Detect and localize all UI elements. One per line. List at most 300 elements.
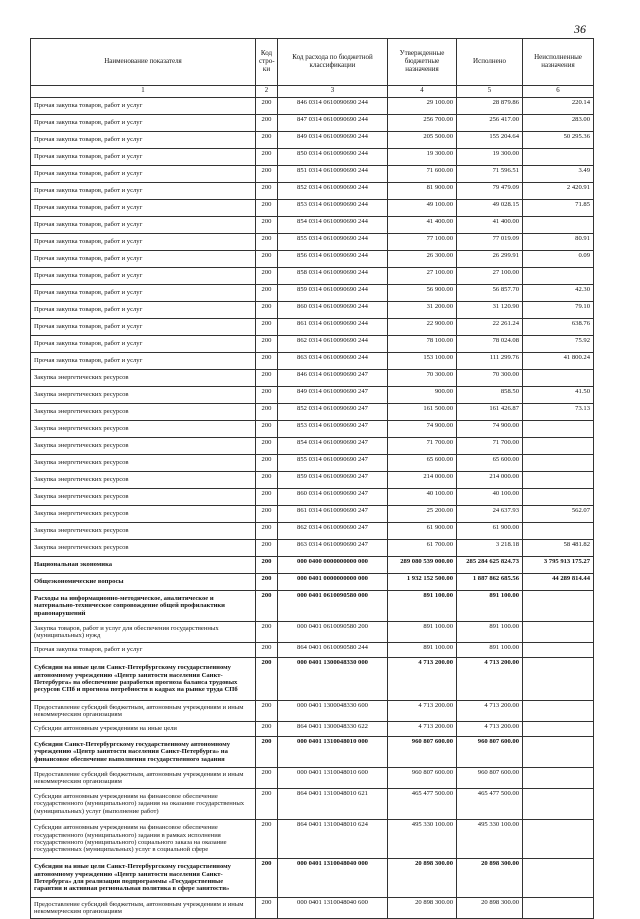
executed-amount-cell: 4 713 200.00 — [457, 658, 523, 701]
unexecuted-amount-cell: 220.14 — [523, 98, 594, 115]
indicator-name-cell: Субсидии автономным учреждениям на иные цели — [31, 722, 256, 737]
approved-amount-cell: 71 600.00 — [388, 166, 457, 183]
approved-amount-cell: 20 898 300.00 — [388, 859, 457, 898]
table-row — [31, 115, 594, 132]
line-code-cell: 200 — [256, 658, 278, 701]
table-row — [31, 768, 594, 789]
line-code-cell: 200 — [256, 523, 278, 540]
executed-amount-cell: 3 218.18 — [457, 540, 523, 557]
approved-amount-cell: 65 600.00 — [388, 455, 457, 472]
unexecuted-amount-cell — [523, 898, 594, 919]
indicator-name-cell: Прочая закупка товаров, работ и услуг — [31, 234, 256, 251]
classification-code-cell: 854 0314 0610090690 244 — [278, 217, 388, 234]
column-index: 5 — [457, 86, 523, 98]
indicator-name-cell: Субсидии Санкт-Петербургскому государственному автономному учреждению «Центр занятости населения Санкт-Петербурга» на финансовое обеспечение выполнения государственного задания — [31, 737, 256, 768]
line-code-cell: 200 — [256, 149, 278, 166]
classification-code-cell: 863 0314 0610090690 247 — [278, 540, 388, 557]
table-row — [31, 455, 594, 472]
indicator-name-cell: Предоставление субсидий бюджетным, автономным учреждениям и иным некоммерческим организациям — [31, 898, 256, 919]
executed-amount-cell: 20 898 300.00 — [457, 859, 523, 898]
unexecuted-amount-cell: 73.13 — [523, 404, 594, 421]
executed-amount-cell: 214 000.00 — [457, 472, 523, 489]
executed-amount-cell: 40 100.00 — [457, 489, 523, 506]
indicator-name-cell: Прочая закупка товаров, работ и услуг — [31, 285, 256, 302]
executed-amount-cell: 891 100.00 — [457, 591, 523, 622]
unexecuted-amount-cell: 283.00 — [523, 115, 594, 132]
classification-code-cell: 000 0401 1310048040 000 — [278, 859, 388, 898]
indicator-name-cell: Прочая закупка товаров, работ и услуг — [31, 319, 256, 336]
line-code-cell: 200 — [256, 404, 278, 421]
approved-amount-cell: 31 200.00 — [388, 302, 457, 319]
line-code-cell: 200 — [256, 622, 278, 643]
executed-amount-cell: 4 713 200.00 — [457, 701, 523, 722]
table-row — [31, 336, 594, 353]
line-code-cell: 200 — [256, 489, 278, 506]
budget-execution-table — [30, 38, 594, 919]
classification-code-cell: 862 0314 0610090690 247 — [278, 523, 388, 540]
table-row — [31, 574, 594, 591]
approved-amount-cell: 41 400.00 — [388, 217, 457, 234]
line-code-cell: 200 — [256, 438, 278, 455]
executed-amount-cell: 465 477 500.00 — [457, 789, 523, 820]
unexecuted-amount-cell — [523, 438, 594, 455]
approved-amount-cell: 27 100.00 — [388, 268, 457, 285]
table-row — [31, 166, 594, 183]
indicator-name-cell: Закупка энергетических ресурсов — [31, 387, 256, 404]
indicator-name-cell: Прочая закупка товаров, работ и услуг — [31, 268, 256, 285]
unexecuted-amount-cell — [523, 523, 594, 540]
line-code-cell: 200 — [256, 898, 278, 919]
classification-code-cell: 862 0314 0610090690 244 — [278, 336, 388, 353]
unexecuted-amount-cell — [523, 217, 594, 234]
line-code-cell: 200 — [256, 455, 278, 472]
classification-code-cell: 863 0314 0610090690 244 — [278, 353, 388, 370]
executed-amount-cell: 960 807 600.00 — [457, 737, 523, 768]
executed-amount-cell: 891 100.00 — [457, 643, 523, 658]
line-code-cell: 200 — [256, 285, 278, 302]
unexecuted-amount-cell — [523, 489, 594, 506]
line-code-cell: 200 — [256, 251, 278, 268]
executed-amount-cell: 4 713 200.00 — [457, 722, 523, 737]
executed-amount-cell: 19 300.00 — [457, 149, 523, 166]
unexecuted-amount-cell — [523, 737, 594, 768]
table-row — [31, 302, 594, 319]
classification-code-cell: 852 0314 0610090690 244 — [278, 183, 388, 200]
unexecuted-amount-cell: 3.49 — [523, 166, 594, 183]
column-index: 1 — [31, 86, 256, 98]
column-index: 6 — [523, 86, 594, 98]
indicator-name-cell: Прочая закупка товаров, работ и услуг — [31, 336, 256, 353]
indicator-name-cell: Закупка энергетических ресурсов — [31, 489, 256, 506]
table-row — [31, 489, 594, 506]
line-code-cell: 200 — [256, 387, 278, 404]
table-row — [31, 285, 594, 302]
indicator-name-cell: Прочая закупка товаров, работ и услуг — [31, 115, 256, 132]
approved-amount-cell: 61 900.00 — [388, 523, 457, 540]
approved-amount-cell: 960 807 600.00 — [388, 737, 457, 768]
executed-amount-cell: 27 100.00 — [457, 268, 523, 285]
approved-amount-cell: 77 100.00 — [388, 234, 457, 251]
indicator-name-cell: Прочая закупка товаров, работ и услуг — [31, 200, 256, 217]
line-code-cell: 200 — [256, 591, 278, 622]
line-code-cell: 200 — [256, 200, 278, 217]
table-row — [31, 149, 594, 166]
classification-code-cell: 000 0401 0000000000 000 — [278, 574, 388, 591]
executed-amount-cell: 65 600.00 — [457, 455, 523, 472]
unexecuted-amount-cell — [523, 722, 594, 737]
executed-amount-cell: 256 417.00 — [457, 115, 523, 132]
approved-amount-cell: 900.00 — [388, 387, 457, 404]
header-row — [31, 39, 594, 86]
approved-amount-cell: 1 932 152 500.00 — [388, 574, 457, 591]
line-code-cell: 200 — [256, 722, 278, 737]
indicator-name-cell: Прочая закупка товаров, работ и услуг — [31, 183, 256, 200]
header-unexecuted: Неисполненные назначения — [523, 39, 594, 86]
table-row — [31, 859, 594, 898]
unexecuted-amount-cell — [523, 859, 594, 898]
column-index-row — [31, 86, 594, 98]
approved-amount-cell: 61 700.00 — [388, 540, 457, 557]
executed-amount-cell: 22 261.24 — [457, 319, 523, 336]
approved-amount-cell: 4 713 200.00 — [388, 701, 457, 722]
unexecuted-amount-cell: 71.85 — [523, 200, 594, 217]
line-code-cell: 200 — [256, 506, 278, 523]
line-code-cell: 200 — [256, 98, 278, 115]
classification-code-cell: 858 0314 0610090690 244 — [278, 268, 388, 285]
classification-code-cell: 864 0401 0610090580 244 — [278, 643, 388, 658]
unexecuted-amount-cell — [523, 789, 594, 820]
classification-code-cell: 864 0401 1300048330 622 — [278, 722, 388, 737]
indicator-name-cell: Субсидии автономным учреждениям на финансовое обеспечение государственного (муниципального) задания на оказание государственных (муниципальных) услуг (выполнение работ) — [31, 789, 256, 820]
line-code-cell: 200 — [256, 557, 278, 574]
line-code-cell: 200 — [256, 132, 278, 149]
table-row — [31, 622, 594, 643]
column-index: 2 — [256, 86, 278, 98]
executed-amount-cell: 161 426.87 — [457, 404, 523, 421]
table-row — [31, 370, 594, 387]
executed-amount-cell: 41 400.00 — [457, 217, 523, 234]
unexecuted-amount-cell — [523, 643, 594, 658]
column-index: 4 — [388, 86, 457, 98]
line-code-cell: 200 — [256, 540, 278, 557]
table-row — [31, 591, 594, 622]
classification-code-cell: 855 0314 0610090690 247 — [278, 455, 388, 472]
classification-code-cell: 849 0314 0610090690 244 — [278, 132, 388, 149]
classification-code-cell: 000 0401 1300048330 600 — [278, 701, 388, 722]
unexecuted-amount-cell: 562.07 — [523, 506, 594, 523]
unexecuted-amount-cell: 42.30 — [523, 285, 594, 302]
table-row — [31, 234, 594, 251]
classification-code-cell: 852 0314 0610090690 247 — [278, 404, 388, 421]
executed-amount-cell: 26 299.91 — [457, 251, 523, 268]
executed-amount-cell: 891 100.00 — [457, 622, 523, 643]
line-code-cell: 200 — [256, 737, 278, 768]
classification-code-cell: 000 0401 1310048040 600 — [278, 898, 388, 919]
indicator-name-cell: Закупка энергетических ресурсов — [31, 455, 256, 472]
approved-amount-cell: 20 898 300.00 — [388, 898, 457, 919]
approved-amount-cell: 26 300.00 — [388, 251, 457, 268]
indicator-name-cell: Прочая закупка товаров, работ и услуг — [31, 166, 256, 183]
approved-amount-cell: 49 100.00 — [388, 200, 457, 217]
indicator-name-cell: Прочая закупка товаров, работ и услуг — [31, 149, 256, 166]
unexecuted-amount-cell — [523, 370, 594, 387]
table-row — [31, 200, 594, 217]
line-code-cell: 200 — [256, 789, 278, 820]
approved-amount-cell: 74 900.00 — [388, 421, 457, 438]
table-row — [31, 404, 594, 421]
table-row — [31, 722, 594, 737]
indicator-name-cell: Прочая закупка товаров, работ и услуг — [31, 353, 256, 370]
executed-amount-cell: 74 900.00 — [457, 421, 523, 438]
classification-code-cell: 846 0314 0610090690 244 — [278, 98, 388, 115]
indicator-name-cell: Субсидии на иные цели Санкт-Петербургскому государственному автономному учреждению «Центр занятости населения Санкт-Петербурга» на обеспечение разработки прогноза баланса трудовых ресурсов СПб и прогноза потребности в кадрах на рынке труда СПб — [31, 658, 256, 701]
table-row — [31, 737, 594, 768]
table-body — [31, 98, 594, 919]
indicator-name-cell: Расходы на информационно-методическое, аналитическое и материально-техническое сопровождение общей профилактики правонарушений — [31, 591, 256, 622]
executed-amount-cell: 79 479.09 — [457, 183, 523, 200]
approved-amount-cell: 78 100.00 — [388, 336, 457, 353]
approved-amount-cell: 161 500.00 — [388, 404, 457, 421]
indicator-name-cell: Общеэкономические вопросы — [31, 574, 256, 591]
indicator-name-cell: Закупка энергетических ресурсов — [31, 540, 256, 557]
classification-code-cell: 849 0314 0610090690 247 — [278, 387, 388, 404]
unexecuted-amount-cell: 2 420.91 — [523, 183, 594, 200]
header-budget-classification: Код расхода по бюджетной классификации — [278, 39, 388, 86]
unexecuted-amount-cell — [523, 591, 594, 622]
indicator-name-cell: Закупка энергетических ресурсов — [31, 438, 256, 455]
line-code-cell: 200 — [256, 859, 278, 898]
executed-amount-cell: 155 204.64 — [457, 132, 523, 149]
executed-amount-cell: 495 330 100.00 — [457, 820, 523, 859]
executed-amount-cell: 56 857.70 — [457, 285, 523, 302]
indicator-name-cell: Предоставление субсидий бюджетным, автономным учреждениям и иным некоммерческим организациям — [31, 768, 256, 789]
classification-code-cell: 864 0401 1310048010 621 — [278, 789, 388, 820]
unexecuted-amount-cell — [523, 701, 594, 722]
classification-code-cell: 000 0401 1310048010 000 — [278, 737, 388, 768]
unexecuted-amount-cell: 0.09 — [523, 251, 594, 268]
indicator-name-cell: Прочая закупка товаров, работ и услуг — [31, 251, 256, 268]
classification-code-cell: 846 0314 0610090690 247 — [278, 370, 388, 387]
line-code-cell: 200 — [256, 370, 278, 387]
unexecuted-amount-cell: 41.50 — [523, 387, 594, 404]
approved-amount-cell: 22 900.00 — [388, 319, 457, 336]
unexecuted-amount-cell: 80.91 — [523, 234, 594, 251]
classification-code-cell: 000 0401 1300048330 000 — [278, 658, 388, 701]
approved-amount-cell: 891 100.00 — [388, 591, 457, 622]
approved-amount-cell: 289 080 539 000.00 — [388, 557, 457, 574]
page-number: 36 — [574, 22, 586, 36]
classification-code-cell: 000 0400 0000000000 000 — [278, 557, 388, 574]
approved-amount-cell: 205 500.00 — [388, 132, 457, 149]
approved-amount-cell: 960 807 600.00 — [388, 768, 457, 789]
classification-code-cell: 860 0314 0610090690 244 — [278, 302, 388, 319]
approved-amount-cell: 891 100.00 — [388, 622, 457, 643]
table-row — [31, 540, 594, 557]
line-code-cell: 200 — [256, 268, 278, 285]
unexecuted-amount-cell: 50 295.36 — [523, 132, 594, 149]
indicator-name-cell: Прочая закупка товаров, работ и услуг — [31, 98, 256, 115]
unexecuted-amount-cell: 79.10 — [523, 302, 594, 319]
unexecuted-amount-cell — [523, 622, 594, 643]
indicator-name-cell: Предоставление субсидий бюджетным, автономным учреждениям и иным некоммерческим организациям — [31, 701, 256, 722]
line-code-cell: 200 — [256, 183, 278, 200]
executed-amount-cell: 24 637.93 — [457, 506, 523, 523]
line-code-cell: 200 — [256, 472, 278, 489]
unexecuted-amount-cell — [523, 768, 594, 789]
unexecuted-amount-cell — [523, 658, 594, 701]
approved-amount-cell: 256 700.00 — [388, 115, 457, 132]
executed-amount-cell: 49 028.15 — [457, 200, 523, 217]
executed-amount-cell: 70 300.00 — [457, 370, 523, 387]
approved-amount-cell: 495 330 100.00 — [388, 820, 457, 859]
line-code-cell: 200 — [256, 701, 278, 722]
unexecuted-amount-cell: 3 795 913 175.27 — [523, 557, 594, 574]
table-row — [31, 217, 594, 234]
indicator-name-cell: Закупка энергетических ресурсов — [31, 404, 256, 421]
table-row — [31, 658, 594, 701]
classification-code-cell: 864 0401 1310048010 624 — [278, 820, 388, 859]
approved-amount-cell: 71 700.00 — [388, 438, 457, 455]
approved-amount-cell: 465 477 500.00 — [388, 789, 457, 820]
classification-code-cell: 851 0314 0610090690 244 — [278, 166, 388, 183]
indicator-name-cell: Закупка энергетических ресурсов — [31, 506, 256, 523]
indicator-name-cell: Прочая закупка товаров, работ и услуг — [31, 132, 256, 149]
header-indicator-name: Наименование показателя — [31, 39, 256, 86]
table-row — [31, 789, 594, 820]
executed-amount-cell: 960 807 600.00 — [457, 768, 523, 789]
indicator-name-cell: Прочая закупка товаров, работ и услуг — [31, 643, 256, 658]
table-row — [31, 472, 594, 489]
approved-amount-cell: 891 100.00 — [388, 643, 457, 658]
table-row — [31, 132, 594, 149]
approved-amount-cell: 56 900.00 — [388, 285, 457, 302]
table-row — [31, 268, 594, 285]
executed-amount-cell: 61 900.00 — [457, 523, 523, 540]
approved-amount-cell: 4 713 200.00 — [388, 722, 457, 737]
table-row — [31, 319, 594, 336]
classification-code-cell: 859 0314 0610090690 247 — [278, 472, 388, 489]
table-row — [31, 701, 594, 722]
executed-amount-cell: 28 879.86 — [457, 98, 523, 115]
executed-amount-cell: 285 284 625 824.73 — [457, 557, 523, 574]
indicator-name-cell: Закупка энергетических ресурсов — [31, 370, 256, 387]
line-code-cell: 200 — [256, 302, 278, 319]
classification-code-cell: 000 0401 0610090580 000 — [278, 591, 388, 622]
executed-amount-cell: 1 887 862 685.56 — [457, 574, 523, 591]
approved-amount-cell: 40 100.00 — [388, 489, 457, 506]
executed-amount-cell: 77 019.09 — [457, 234, 523, 251]
line-code-cell: 200 — [256, 643, 278, 658]
header-executed: Исполнено — [457, 39, 523, 86]
indicator-name-cell: Закупка энергетических ресурсов — [31, 472, 256, 489]
classification-code-cell: 853 0314 0610090690 247 — [278, 421, 388, 438]
table-row — [31, 898, 594, 919]
approved-amount-cell: 81 900.00 — [388, 183, 457, 200]
unexecuted-amount-cell: 75.92 — [523, 336, 594, 353]
approved-amount-cell: 25 200.00 — [388, 506, 457, 523]
line-code-cell: 200 — [256, 166, 278, 183]
indicator-name-cell: Закупка энергетических ресурсов — [31, 421, 256, 438]
indicator-name-cell: Национальная экономика — [31, 557, 256, 574]
header-line-code: Код стро-ки — [256, 39, 278, 86]
classification-code-cell: 000 0401 0610090580 200 — [278, 622, 388, 643]
executed-amount-cell: 71 596.51 — [457, 166, 523, 183]
line-code-cell: 200 — [256, 336, 278, 353]
executed-amount-cell: 20 898 300.00 — [457, 898, 523, 919]
executed-amount-cell: 858.50 — [457, 387, 523, 404]
classification-code-cell: 847 0314 0610090690 244 — [278, 115, 388, 132]
line-code-cell: 200 — [256, 353, 278, 370]
classification-code-cell: 850 0314 0610090690 244 — [278, 149, 388, 166]
table-row — [31, 643, 594, 658]
classification-code-cell: 860 0314 0610090690 247 — [278, 489, 388, 506]
classification-code-cell: 855 0314 0610090690 244 — [278, 234, 388, 251]
approved-amount-cell: 214 000.00 — [388, 472, 457, 489]
unexecuted-amount-cell — [523, 268, 594, 285]
classification-code-cell: 859 0314 0610090690 244 — [278, 285, 388, 302]
approved-amount-cell: 4 713 200.00 — [388, 658, 457, 701]
line-code-cell: 200 — [256, 768, 278, 789]
approved-amount-cell: 29 100.00 — [388, 98, 457, 115]
executed-amount-cell: 78 024.08 — [457, 336, 523, 353]
column-index: 3 — [278, 86, 388, 98]
unexecuted-amount-cell: 58 481.82 — [523, 540, 594, 557]
classification-code-cell: 853 0314 0610090690 244 — [278, 200, 388, 217]
indicator-name-cell: Субсидии на иные цели Санкт-Петербургскому государственному автономному учреждению «Центр занятости населения Санкт-Петербурга» для реализации подпрограммы «Государственные гарантии и активная региональная политика в сфере занятости» — [31, 859, 256, 898]
table-row — [31, 421, 594, 438]
unexecuted-amount-cell: 41 800.24 — [523, 353, 594, 370]
classification-code-cell: 854 0314 0610090690 247 — [278, 438, 388, 455]
unexecuted-amount-cell — [523, 472, 594, 489]
table-row — [31, 820, 594, 859]
header-approved: Утвержденные бюджетные назначения — [388, 39, 457, 86]
classification-code-cell: 856 0314 0610090690 244 — [278, 251, 388, 268]
table-row — [31, 557, 594, 574]
classification-code-cell: 000 0401 1310048010 600 — [278, 768, 388, 789]
table-row — [31, 506, 594, 523]
classification-code-cell: 861 0314 0610090690 247 — [278, 506, 388, 523]
unexecuted-amount-cell — [523, 455, 594, 472]
executed-amount-cell: 31 120.90 — [457, 302, 523, 319]
line-code-cell: 200 — [256, 820, 278, 859]
line-code-cell: 200 — [256, 421, 278, 438]
table-row — [31, 523, 594, 540]
table-row — [31, 251, 594, 268]
approved-amount-cell: 70 300.00 — [388, 370, 457, 387]
table-row — [31, 98, 594, 115]
unexecuted-amount-cell: 44 289 814.44 — [523, 574, 594, 591]
indicator-name-cell: Закупка товаров, работ и услуг для обеспечения государственных (муниципальных) нужд — [31, 622, 256, 643]
indicator-name-cell: Прочая закупка товаров, работ и услуг — [31, 217, 256, 234]
executed-amount-cell: 71 700.00 — [457, 438, 523, 455]
indicator-name-cell: Закупка энергетических ресурсов — [31, 523, 256, 540]
table-row — [31, 183, 594, 200]
line-code-cell: 200 — [256, 574, 278, 591]
approved-amount-cell: 153 100.00 — [388, 353, 457, 370]
approved-amount-cell: 19 300.00 — [388, 149, 457, 166]
classification-code-cell: 861 0314 0610090690 244 — [278, 319, 388, 336]
indicator-name-cell: Прочая закупка товаров, работ и услуг — [31, 302, 256, 319]
table-row — [31, 387, 594, 404]
line-code-cell: 200 — [256, 319, 278, 336]
unexecuted-amount-cell — [523, 149, 594, 166]
line-code-cell: 200 — [256, 217, 278, 234]
table-row — [31, 438, 594, 455]
unexecuted-amount-cell: 638.76 — [523, 319, 594, 336]
line-code-cell: 200 — [256, 115, 278, 132]
indicator-name-cell: Субсидии автономным учреждениям на финансовое обеспечение государственного (муниципального) задания в рамках исполнения государственного (муниципального) социального заказа на оказание государственных (муниципальных) услуг в социальной сфере — [31, 820, 256, 859]
unexecuted-amount-cell — [523, 820, 594, 859]
